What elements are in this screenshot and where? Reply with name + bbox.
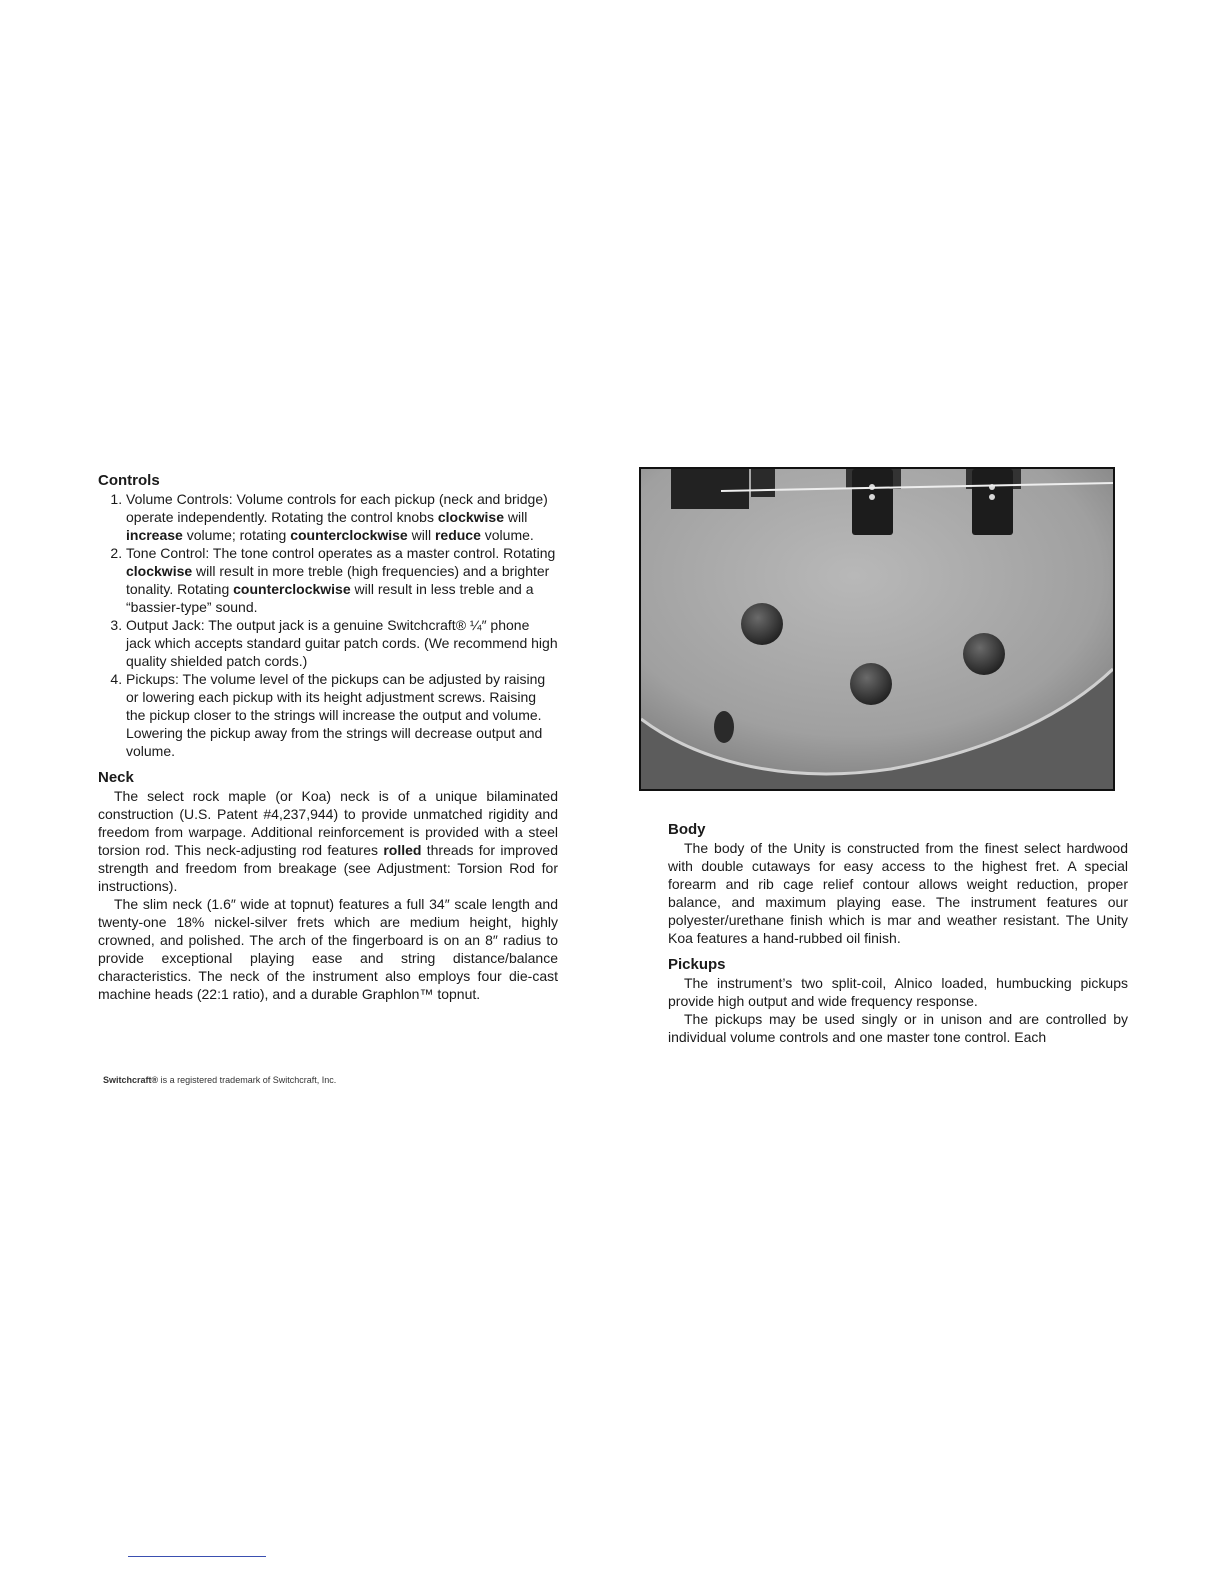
text-run: will result in less treble and a “bassier-type” sound.: [126, 581, 534, 615]
emphasized-text: reduce: [434, 527, 481, 543]
text-run: The select rock maple (or Koa) neck is of a unique bilaminated construction (U.S. Patent #4,237,944) to provide unmatched rigidity and freedom from warpage. Additional reinforcement is provided with a steel torsion rod. This neck-adjusting rod features: [98, 788, 558, 858]
footnote-brand: Switchcraft®: [103, 1075, 159, 1085]
text-run: The pickups may be used singly or in unison and are controlled by individual volume controls and one master tone control. Each: [668, 1011, 1128, 1045]
controls-item: [126, 616, 558, 670]
text-run: volume; rotating: [182, 527, 291, 543]
paragraph: [668, 1010, 1128, 1046]
paragraph: [668, 839, 1128, 947]
emphasized-text: counterclockwise: [233, 581, 351, 597]
bottom-rule: [128, 1556, 266, 1557]
bass-body-illustration: [641, 469, 1113, 789]
footnote-text: is a registered trademark of Switchcraft, Inc.: [158, 1075, 337, 1085]
emphasized-text: clockwise: [126, 563, 193, 579]
body-heading: Body: [668, 821, 706, 838]
text-run: will: [407, 527, 435, 543]
text-run: will: [504, 509, 528, 525]
emphasized-text: clockwise: [437, 509, 504, 525]
trademark-footnote: [103, 1075, 336, 1085]
text-run: threads for improved strength and freedom from breakage (see Adjustment: Torsion Rod for instructions).: [98, 842, 558, 894]
neck-heading: Neck: [98, 769, 134, 786]
text-run: Pickups: The volume level of the pickups can be adjusted by raising or lowering each pickup with its height adjustment screws. Raising the pickup closer to the strings will increase the output and volume. Lowering the pickup away from the strings will decrease output and volume.: [126, 671, 546, 759]
text-run: The body of the Unity is constructed from the finest select hardwood with double cutaways for easy access to the highest fret. A special forearm and rib cage relief contour allows weight reduction, proper balance, and maximum playing ease. The instrument features our polyester/urethane finish which is mar and weather resistant. The Unity Koa features a hand-rubbed oil finish.: [668, 840, 1128, 946]
text-run: volume.: [480, 527, 534, 543]
emphasized-text: increase: [126, 527, 183, 543]
text-run: The instrument’s two split-coil, Alnico loaded, humbucking pickups provide high output and wide frequency response.: [668, 975, 1128, 1009]
controls-heading: Controls: [98, 472, 160, 489]
controls-list: [98, 490, 558, 760]
bass-body-photo: [639, 467, 1115, 791]
paragraph: [98, 787, 558, 895]
text-run: Tone Control: The tone control operates as a master control. Rotating: [126, 545, 556, 561]
paragraph: [98, 895, 558, 1003]
pickups-heading: Pickups: [668, 956, 726, 973]
text-run: The slim neck (1.6″ wide at topnut) features a full 34″ scale length and twenty-one 18% nickel-silver frets which are medium height, highly crowned, and polished. The arch of the fingerboard is on an 8″ radius to provide exceptional playing ease and string distance/balance characteristics. The neck of the instrument also employs four die-cast machine heads (22:1 ratio), and a durable Graphlon™ topnut.: [98, 896, 558, 1002]
body-text: [668, 839, 1128, 947]
text-run: Output Jack: The output jack is a genuine Switchcraft® ¼″ phone jack which accepts standard guitar patch cords. (We recommend high quality shielded patch cords.): [126, 617, 558, 669]
controls-item: [126, 490, 558, 544]
emphasized-text: rolled: [383, 842, 422, 858]
emphasized-text: counterclockwise: [290, 527, 408, 543]
text-run: will result in more treble (high frequencies) and a brighter tonality. Rotating: [126, 563, 550, 597]
controls-item: [126, 544, 558, 616]
controls-item: [126, 670, 558, 760]
neck-text: [98, 787, 558, 1003]
paragraph: [668, 974, 1128, 1010]
text-run: Volume Controls: Volume controls for each pickup (neck and bridge) operate independently. Rotating the control knobs: [126, 491, 548, 525]
left-column: [98, 471, 558, 1003]
pickups-text: [668, 974, 1128, 1046]
right-column: [668, 820, 1128, 1046]
